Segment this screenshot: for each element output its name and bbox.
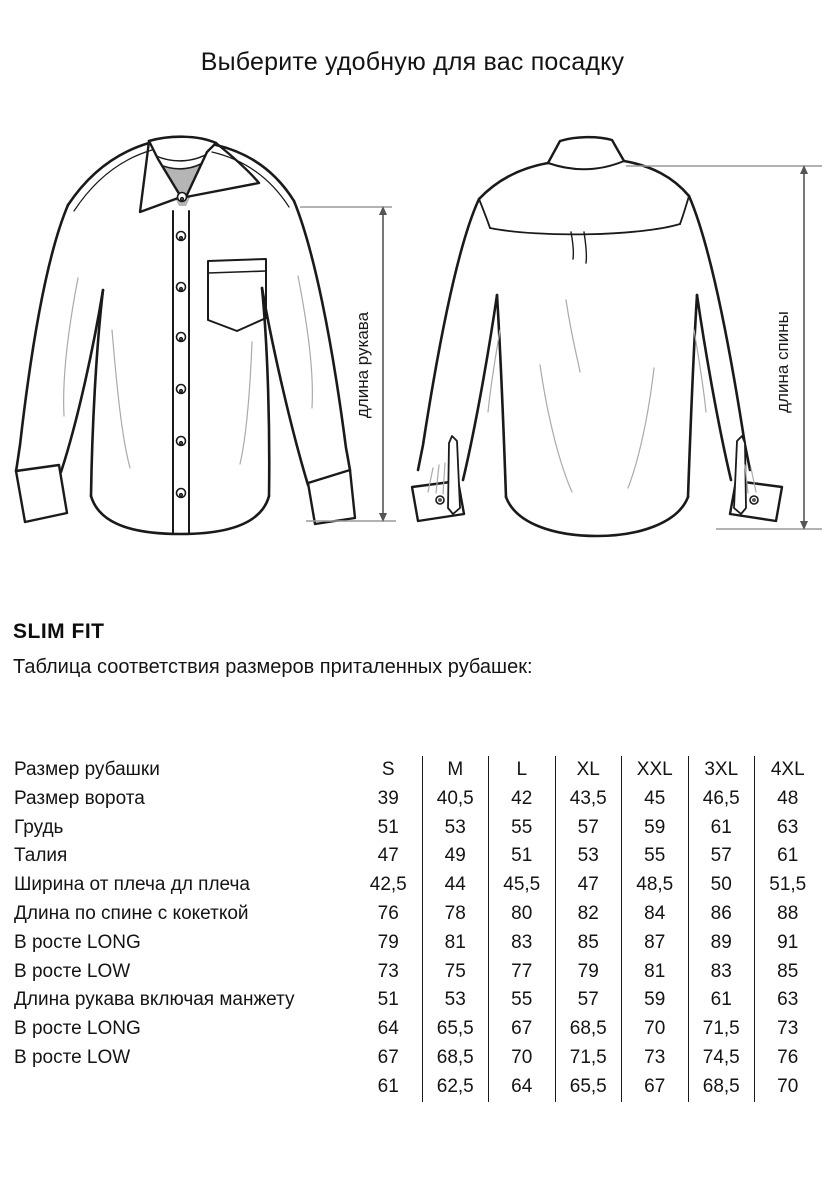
size-value: 86 bbox=[688, 900, 755, 929]
size-value: 51 bbox=[377, 816, 399, 838]
size-value: 48 bbox=[754, 785, 821, 814]
size-value: 61 bbox=[754, 842, 821, 871]
fit-heading: SLIM FIT bbox=[13, 620, 105, 643]
row-label: Размер ворота bbox=[14, 787, 145, 809]
size-value: 42 bbox=[488, 785, 555, 814]
size-value: 80 bbox=[488, 900, 555, 929]
row-label: В росте LONG bbox=[14, 931, 141, 953]
size-table bbox=[0, 756, 821, 1102]
size-value: 53 bbox=[422, 986, 489, 1015]
size-value: 67 bbox=[377, 1046, 399, 1068]
size-column-header: XL bbox=[555, 756, 622, 785]
size-value: 73 bbox=[377, 960, 399, 982]
sleeve-length-label: длина рукава bbox=[353, 311, 372, 419]
size-value: 47 bbox=[377, 845, 399, 867]
size-value: 39 bbox=[377, 787, 399, 809]
front-shirt-illustration bbox=[16, 137, 355, 534]
size-value: 57 bbox=[555, 986, 622, 1015]
size-column-header: S bbox=[381, 759, 395, 780]
size-value: 67 bbox=[488, 1015, 555, 1044]
size-value: 79 bbox=[377, 931, 399, 953]
size-value: 51 bbox=[377, 989, 399, 1011]
size-value: 74,5 bbox=[688, 1044, 755, 1073]
size-value: 61 bbox=[377, 1075, 399, 1097]
size-value: 53 bbox=[555, 842, 622, 871]
size-value: 55 bbox=[488, 986, 555, 1015]
size-value: 51,5 bbox=[754, 871, 821, 900]
size-value: 75 bbox=[422, 958, 489, 987]
size-value: 68,5 bbox=[688, 1073, 755, 1102]
size-value: 88 bbox=[754, 900, 821, 929]
size-value: 64 bbox=[377, 1018, 399, 1040]
back-shirt-illustration bbox=[412, 137, 782, 536]
size-value: 73 bbox=[621, 1044, 688, 1073]
size-value: 65,5 bbox=[422, 1015, 489, 1044]
size-value: 83 bbox=[488, 929, 555, 958]
size-value: 46,5 bbox=[688, 785, 755, 814]
front-buttons bbox=[177, 193, 187, 498]
size-value: 48,5 bbox=[621, 871, 688, 900]
size-value: 43,5 bbox=[555, 785, 622, 814]
size-value: 61 bbox=[688, 986, 755, 1015]
row-label: В росте LONG bbox=[14, 1018, 141, 1040]
size-column-header: 3XL bbox=[688, 756, 755, 785]
size-value: 40,5 bbox=[422, 785, 489, 814]
size-column-header: M bbox=[422, 756, 489, 785]
size-value: 73 bbox=[754, 1015, 821, 1044]
size-value: 85 bbox=[555, 929, 622, 958]
row-label: Длина рукава включая манжету bbox=[14, 989, 295, 1011]
size-column-header: XXL bbox=[621, 756, 688, 785]
size-value: 84 bbox=[621, 900, 688, 929]
size-value: 85 bbox=[754, 958, 821, 987]
row-label: Ширина от плеча дл плеча bbox=[14, 874, 250, 896]
size-value: 42,5 bbox=[369, 874, 407, 896]
size-value: 45 bbox=[621, 785, 688, 814]
size-value: 76 bbox=[754, 1044, 821, 1073]
size-value: 83 bbox=[688, 958, 755, 987]
size-value: 82 bbox=[555, 900, 622, 929]
page-title: Выберите удобную для вас посадку bbox=[200, 48, 625, 76]
size-value: 77 bbox=[488, 958, 555, 987]
size-value: 63 bbox=[754, 814, 821, 843]
size-value: 89 bbox=[688, 929, 755, 958]
size-value: 64 bbox=[488, 1073, 555, 1102]
size-value: 55 bbox=[488, 814, 555, 843]
size-value: 50 bbox=[688, 871, 755, 900]
size-value: 62,5 bbox=[422, 1073, 489, 1102]
size-value: 68,5 bbox=[555, 1015, 622, 1044]
size-value: 47 bbox=[555, 871, 622, 900]
size-value: 53 bbox=[422, 814, 489, 843]
size-value: 76 bbox=[377, 902, 399, 924]
size-value: 63 bbox=[754, 986, 821, 1015]
size-value: 87 bbox=[621, 929, 688, 958]
size-value: 91 bbox=[754, 929, 821, 958]
table-subtitle: Таблица соответствия размеров приталенных рубашек: bbox=[13, 656, 533, 678]
size-value: 55 bbox=[621, 842, 688, 871]
size-value: 61 bbox=[688, 814, 755, 843]
back-length-dimension bbox=[626, 165, 822, 530]
back-length-label: длина спины bbox=[773, 311, 792, 413]
size-value: 51 bbox=[488, 842, 555, 871]
size-value: 81 bbox=[422, 929, 489, 958]
size-value: 68,5 bbox=[422, 1044, 489, 1073]
size-value: 81 bbox=[621, 958, 688, 987]
size-value: 71,5 bbox=[555, 1044, 622, 1073]
row-label: Грудь bbox=[14, 816, 64, 838]
size-column-header: 4XL bbox=[754, 756, 821, 785]
row-label bbox=[0, 1073, 355, 1102]
size-value: 78 bbox=[422, 900, 489, 929]
size-value: 57 bbox=[555, 814, 622, 843]
size-value: 44 bbox=[422, 871, 489, 900]
row-label: В росте LOW bbox=[14, 960, 131, 982]
size-value: 65,5 bbox=[555, 1073, 622, 1102]
back-crease-lines bbox=[428, 300, 756, 494]
size-value: 79 bbox=[555, 958, 622, 987]
size-value: 70 bbox=[621, 1015, 688, 1044]
size-value: 70 bbox=[754, 1073, 821, 1102]
size-value: 59 bbox=[621, 986, 688, 1015]
size-value: 71,5 bbox=[688, 1015, 755, 1044]
size-value: 59 bbox=[621, 814, 688, 843]
size-column-header: L bbox=[488, 756, 555, 785]
row-label: Талия bbox=[14, 845, 68, 867]
row-label: В росте LOW bbox=[14, 1046, 131, 1068]
row-label: Длина по спине с кокеткой bbox=[14, 902, 249, 924]
size-value: 67 bbox=[621, 1073, 688, 1102]
size-value: 49 bbox=[422, 842, 489, 871]
size-value: 70 bbox=[488, 1044, 555, 1073]
size-value: 57 bbox=[688, 842, 755, 871]
table-header-label: Размер рубашки bbox=[14, 759, 160, 780]
size-value: 45,5 bbox=[488, 871, 555, 900]
